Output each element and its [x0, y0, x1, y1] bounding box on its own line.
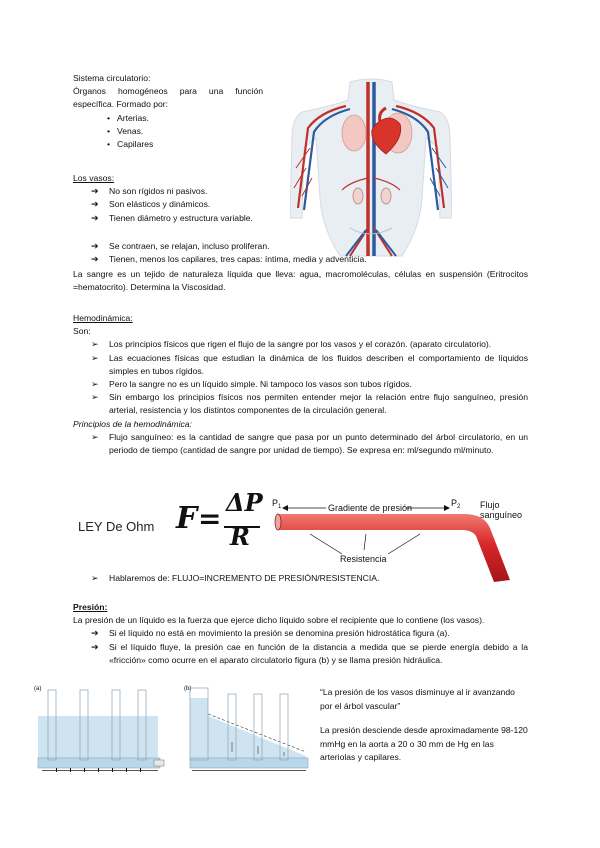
p2-label: $P_2$: [451, 498, 461, 510]
vasos-list-rest: [91, 240, 511, 266]
stopper: [154, 760, 164, 766]
bullet-icon: •: [107, 125, 111, 136]
presion-quote: “La presión de los vasos disminuye al ir avanzando por el árbol vascular”: [320, 687, 515, 711]
gradient-label: Gradiente de presión: [328, 503, 413, 513]
list-item: ➢ Los principios físicos que rigen el flujo de la sangre por los vasos y el corazón. (aparato circulatorio).: [91, 338, 528, 351]
resistencia-label: Resistencia: [340, 554, 387, 564]
resistencia-pointer-3: [388, 534, 420, 554]
formula-denominator: R: [230, 522, 250, 551]
vasos-heading: Los vasos:: [73, 173, 115, 183]
list-item: ➢ Las ecuaciones físicas que estudian la dinámica de los fluidos describen el comportamiento de líquidos simples en tubos rígidos.: [91, 352, 528, 376]
hemodinamica-list: [91, 338, 528, 417]
arrow-right-icon: ➔: [91, 641, 99, 652]
flujo-label-line2: sanguíneo: [480, 510, 523, 520]
flujo-label-line1: Flujo: [480, 500, 500, 510]
intro-list: [107, 112, 263, 152]
arrow-right-icon: ➔: [91, 186, 99, 197]
figure-a-label: (a): [34, 686, 42, 692]
intro-definition: Órganos homogéneos para una función específica. Formado por:: [73, 86, 263, 110]
list-item: ➢ Hablaremos de: FLUJO=INCREMENTO DE PRESIÓN/RESISTENCIA.: [91, 572, 531, 585]
figure-b-label: (b): [184, 686, 192, 692]
arrow-right-icon: ➔: [91, 628, 99, 639]
list-item: • Arterias.: [107, 112, 263, 125]
list-item: ➔ No son rígidos ni pasivos.: [91, 185, 265, 198]
arrow-right-icon: ➢: [91, 339, 99, 350]
vasos-list: [91, 185, 265, 225]
ohm-label: LEY De Ohm: [78, 519, 155, 534]
arrowhead-left-icon: [282, 505, 288, 511]
arrow-right-icon: ➢: [91, 573, 99, 583]
list-item: ➔ Si el líquido no está en movimiento la presión se denomina presión hidrostática figura (a).: [91, 627, 528, 640]
hydraulic-figure: [184, 682, 310, 782]
bullet-icon: •: [107, 112, 111, 123]
arrow-right-icon: ➢: [91, 392, 99, 403]
vasos-section: [73, 172, 265, 225]
son-label: Son:: [73, 326, 91, 337]
arrow-right-icon: ➔: [91, 241, 99, 251]
presion-heading: Presión:: [73, 602, 108, 612]
principios-heading: Principios de la hemodinámica:: [73, 418, 192, 429]
presion-list: [91, 627, 528, 667]
formula-numerator: ΔP: [226, 488, 263, 517]
sangre-paragraph: La sangre es un tejido de naturaleza líquida que lleva: agua, macromoléculas, células en suspensión (Eritrocitos =hematocrito). Determina la Viscosidad.: [73, 269, 528, 293]
formula-equals: =: [198, 502, 222, 535]
formula-f: F: [176, 501, 198, 536]
hydrostatic-figure: [34, 682, 166, 782]
list-item: ➢ Pero la sangre no es un líquido simple. Ni tampoco los vasos son tubos rígidos.: [91, 378, 528, 391]
scale-ticks: [42, 768, 158, 772]
arrow-right-icon: ➔: [91, 199, 99, 210]
list-item: ➔ Tienen, menos los capilares, tres capas: íntima, media y adventicia.: [91, 253, 511, 266]
arrow-right-icon: ➢: [91, 352, 99, 363]
scale-line: [192, 770, 306, 771]
tube-opening: [275, 514, 281, 530]
arrow-right-icon: ➢: [91, 379, 99, 390]
resistencia-pointer-1: [310, 534, 342, 554]
list-item: ➔ Son elásticos y dinámicos.: [91, 198, 265, 211]
list-item: ➔ Si el líquido fluye, la presión cae en función de la distancia a medida que se pierde energía debido a la «fricción» como ocurre en el aparato circulatorio figura (b) y se llama presión hidráulica.: [91, 641, 528, 665]
arrow-right-icon: ➔: [91, 212, 99, 223]
intro-title: Sistema circulatorio:: [73, 73, 151, 83]
list-item: ➔ Se contraen, se relajan, incluso proliferan.: [91, 240, 511, 253]
list-item: • Venas.: [107, 125, 263, 138]
circulatory-system-illustration: [290, 78, 452, 258]
principios-list: [91, 431, 528, 457]
hablaremos-line: [91, 572, 531, 585]
arrow-right-icon: ➢: [91, 431, 99, 442]
bullet-icon: •: [107, 139, 111, 150]
hemodinamica-heading: Hemodinámica:: [73, 313, 133, 323]
flow-tube-diagram: [270, 494, 530, 584]
list-item: ➢ Sin embargo los principios físicos nos permiten entender mejor la relación entre flujo sanguíneo, presión arterial, resistencia y los distintos componentes de la circulación general.: [91, 392, 528, 416]
presion-definition: La presión de un líquido es la fuerza que ejerce dicho líquido sobre el recipiente que lo contiene (los vasos).: [73, 615, 485, 626]
vasos-list-continued: [91, 240, 511, 266]
arrowhead-right-icon: [444, 505, 450, 511]
resistencia-pointer-2: [364, 534, 366, 550]
hemodinamica-section: [73, 312, 528, 457]
presion-notes: [320, 686, 528, 765]
arrow-right-icon: ➔: [91, 254, 99, 265]
intro-section: [73, 72, 263, 151]
ohm-formula: [176, 488, 263, 558]
reservoir-fill: [190, 698, 208, 768]
list-item: ➢ Flujo sanguíneo: es la cantidad de sangre que pasa por un punto determinado del árbol circulatorio, en un periodo de tiempo (cantidad de sangre por unidad de tiempo). Se expresa en: ml/segundo ml/minuto.: [91, 431, 528, 456]
presion-section: [73, 601, 528, 667]
p1-label: $P_1$: [272, 498, 282, 510]
list-item: • Capilares: [107, 138, 263, 151]
presion-description: La presión desciende desde aproximadamente 98-120 mmHg en la aorta a 20 o 30 mm de Hg en las arteriolas y capilares.: [320, 725, 528, 762]
list-item: ➔ Tienen diámetro y estructura variable.: [91, 212, 265, 225]
